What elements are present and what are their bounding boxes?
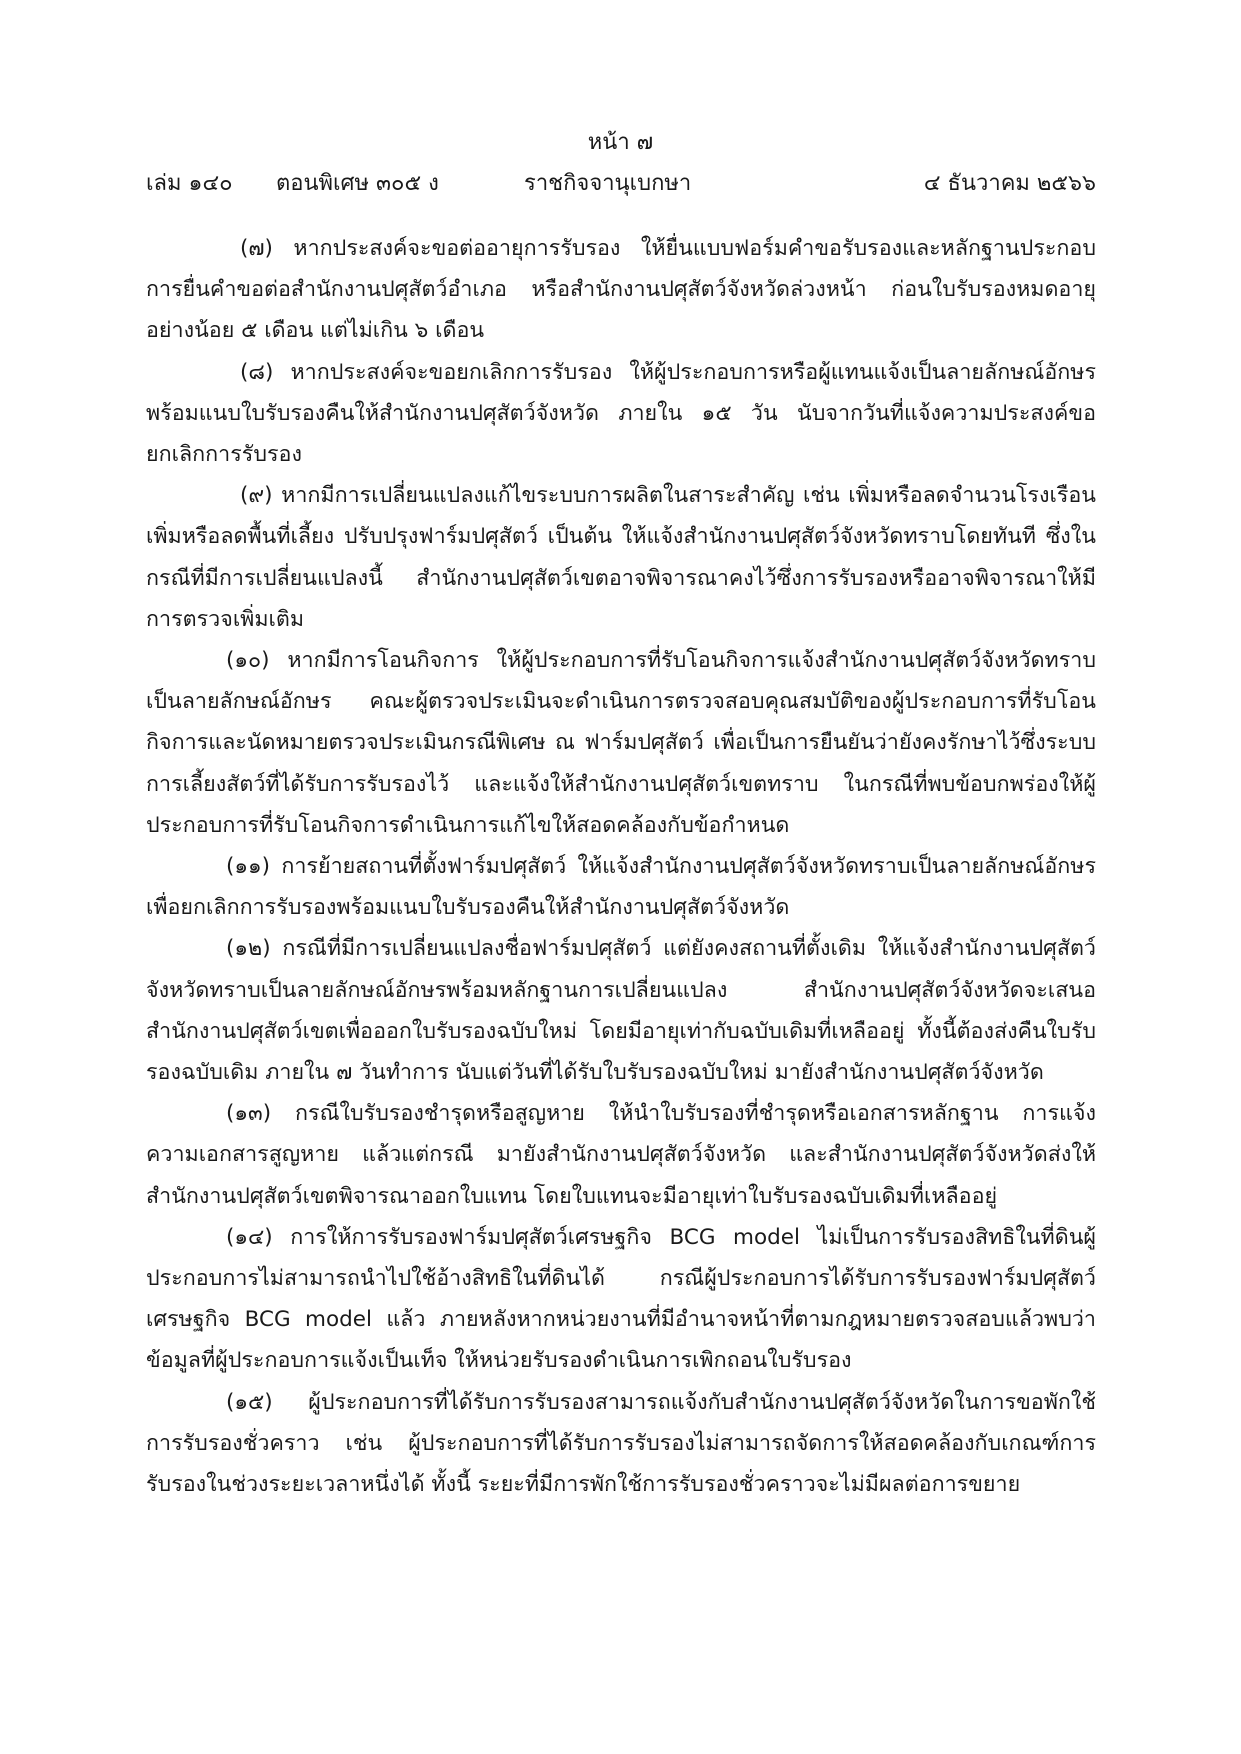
paragraph-item-7: (๗) หากประสงค์จะขอต่ออายุการรับรอง ให้ยื่นแบบฟอร์มคำขอรับรองและหลักฐานประกอบการยื่นคำขอต่อสำนักงานปศุสัตว์อำเภอ หรือสำนักงานปศุสัตว์จังหวัดล่วงหน้า ก่อนใบรับรองหมดอายุอย่างน้อย ๕ เดือน แต่ไม่เกิน ๖ เดือน bbox=[146, 236, 1096, 344]
paragraph-item-13: (๑๓) กรณีใบรับรองชำรุดหรือสูญหาย ให้นำใบรับรองที่ชำรุดหรือเอกสารหลักฐาน การแจ้งความเอกสารสูญหาย แล้วแต่กรณี มายังสำนักงานปศุสัตว์จังหวัด และสำนักงานปศุสัตว์จังหวัดส่งให้สำนักงานปศุสัตว์เขตพิจารณาออกใบแทน โดยใบแทนจะมีอายุเท่าใบรับรองฉบับเดิมที่เหลืออยู่ bbox=[146, 1101, 1096, 1209]
paragraph-item-12: (๑๒) กรณีที่มีการเปลี่ยนแปลงชื่อฟาร์มปศุสัตว์ แต่ยังคงสถานที่ตั้งเดิม ให้แจ้งสำนักงานปศุสัตว์จังหวัดทราบเป็นลายลักษณ์อักษรพร้อมหลักฐานการเปลี่ยนแปลง สำนักงานปศุสัตว์จังหวัดจะเสนอสำนักงานปศุสัตว์เขตเพื่อออกใบรับรองฉบับใหม่ โดยมีอายุเท่ากับฉบับเดิมที่เหลืออยู่ ทั้งนี้ต้องส่งคืนใบรับรองฉบับเดิม ภายใน ๗ วันทำการ นับแต่วันที่ได้รับใบรับรองฉบับใหม่ มายังสำนักงานปศุสัตว์จังหวัด bbox=[146, 936, 1096, 1086]
paragraph-item-10: (๑๐) หากมีการโอนกิจการ ให้ผู้ประกอบการที่รับโอนกิจการแจ้งสำนักงานปศุสัตว์จังหวัดทราบเป็นลายลักษณ์อักษร คณะผู้ตรวจประเมินจะดำเนินการตรวจสอบคุณสมบัติของผู้ประกอบการที่รับโอนกิจการและนัดหมายตรวจประเมินกรณีพิเศษ ณ ฟาร์มปศุสัตว์ เพื่อเป็นการยืนยันว่ายังคงรักษาไว้ซึ่งระบบการเลี้ยงสัตว์ที่ได้รับการรับรองไว้ และแจ้งให้สำนักงานปศุสัตว์เขตทราบ ในกรณีที่พบข้อบกพร่องให้ผู้ประกอบการที่รับโอนกิจการดำเนินการแก้ไขให้สอดคล้องกับข้อกำหนด bbox=[146, 648, 1096, 838]
paragraph-item-9: (๙) หากมีการเปลี่ยนแปลงแก้ไขระบบการผลิตในสาระสำคัญ เช่น เพิ่มหรือลดจำนวนโรงเรือน เพิ่มหรือลดพื้นที่เลี้ยง ปรับปรุงฟาร์มปศุสัตว์ เป็นต้น ให้แจ้งสำนักงานปศุสัตว์จังหวัดทราบโดยทันที ซึ่งในกรณีที่มีการเปลี่ยนแปลงนี้ สำนักงานปศุสัตว์เขตอาจพิจารณาคงไว้ซึ่งการรับรองหรืออาจพิจารณาให้มีการตรวจเพิ่มเติม bbox=[146, 483, 1096, 632]
paragraph-item-11: (๑๑) การย้ายสถานที่ตั้งฟาร์มปศุสัตว์ ให้แจ้งสำนักงานปศุสัตว์จังหวัดทราบเป็นลายลักษณ์อักษรเพื่อยกเลิกการรับรองพร้อมแนบใบรับรองคืนให้สำนักงานปศุสัตว์จังหวัด bbox=[146, 854, 1096, 921]
document-body bbox=[146, 228, 1096, 1505]
paragraph-item-8: (๘) หากประสงค์จะขอยกเลิกการรับรอง ให้ผู้ประกอบการหรือผู้แทนแจ้งเป็นลายลักษณ์อักษรพร้อมแนบใบรับรองคืนให้สำนักงานปศุสัตว์จังหวัด ภายใน ๑๕ วัน นับจากวันที่แจ้งความประสงค์ขอยกเลิกการรับรอง bbox=[146, 359, 1096, 468]
issue-number: ตอนพิเศษ ๓๐๕ ง bbox=[276, 171, 439, 196]
paragraph-item-15: (๑๕) ผู้ประกอบการที่ได้รับการรับรองสามารถแจ้งกับสำนักงานปศุสัตว์จังหวัดในการขอพักใช้การรับรองชั่วคราว เช่น ผู้ประกอบการที่ได้รับการรับรองไม่สามารถจัดการให้สอดคล้องกับเกณฑ์การรับรองในช่วงระยะเวลาหนึ่งได้ ทั้งนี้ ระยะที่มีการพักใช้การรับรองชั่วคราวจะไม่มีผลต่อการขยาย bbox=[146, 1389, 1096, 1498]
volume-number: เล่ม ๑๔๐ bbox=[146, 171, 233, 196]
publication-date: ๔ ธันวาคม ๒๕๖๖ bbox=[923, 171, 1096, 196]
gazette-header bbox=[146, 167, 1096, 201]
page-number: หน้า ๗ bbox=[587, 130, 654, 155]
paragraph-item-14: (๑๔) การให้การรับรองฟาร์มปศุสัตว์เศรษฐกิจ BCG model ไม่เป็นการรับรองสิทธิในที่ดินผู้ประกอบการไม่สามารถนำไปใช้อ้างสิทธิในที่ดินได้ กรณีผู้ประกอบการได้รับการรับรองฟาร์มปศุสัตว์เศรษฐกิจ BCG model แล้ว ภายหลังหากหน่วยงานที่มีอำนาจหน้าที่ตามกฎหมายตรวจสอบแล้วพบว่า ข้อมูลที่ผู้ประกอบการแจ้งเป็นเท็จ ให้หน่วยรับรองดำเนินการเพิกถอนใบรับรอง bbox=[146, 1224, 1096, 1374]
gazette-title: ราชกิจจานุเบกษา bbox=[524, 171, 692, 196]
